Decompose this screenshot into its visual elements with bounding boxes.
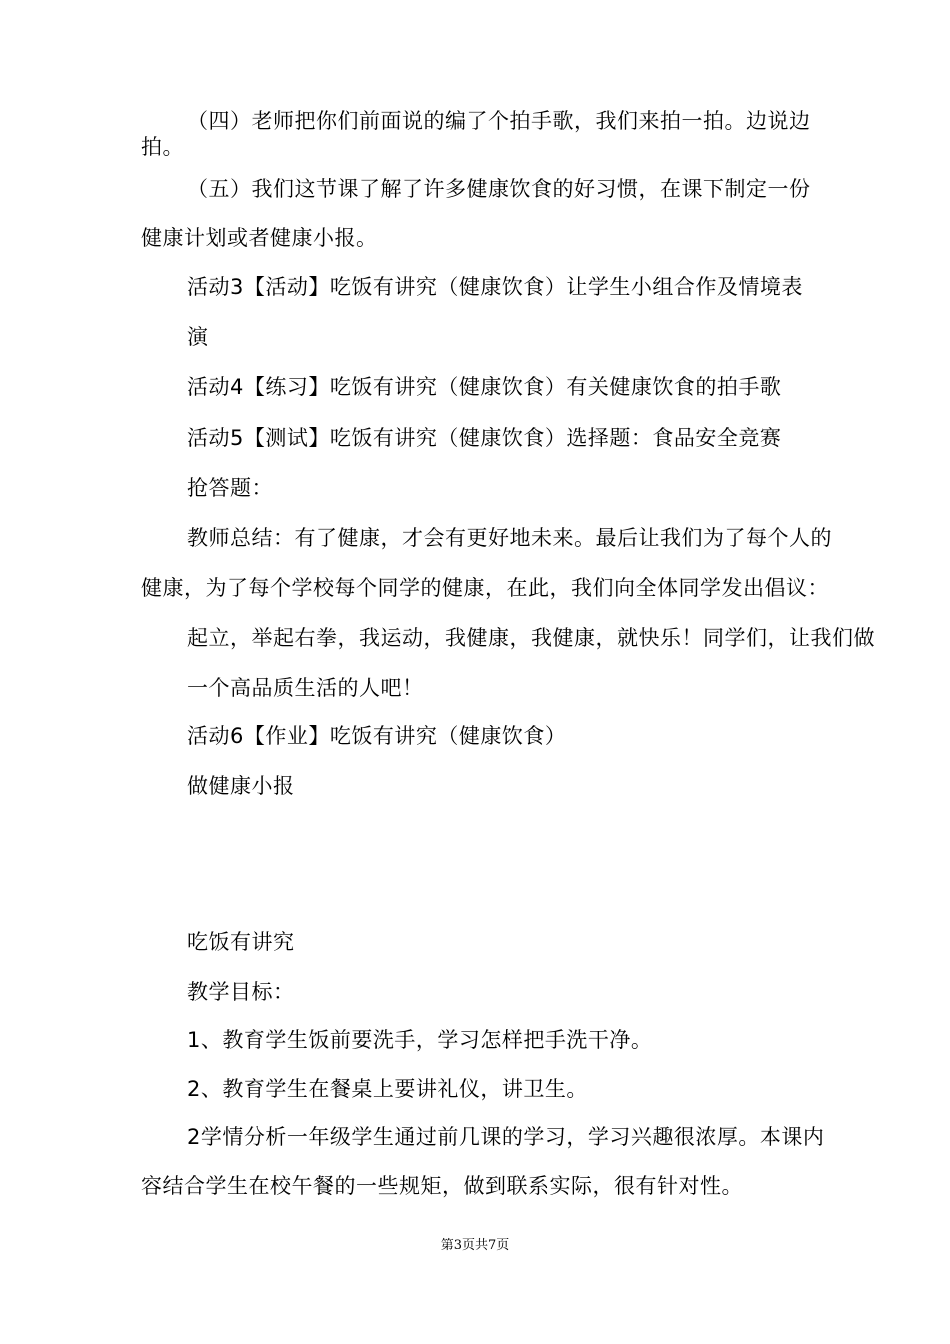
text-line: 一个高品质生活的人吧！ [187, 676, 424, 700]
text-line: 健康，为了每个学校每个同学的健康，在此，我们向全体同学发出倡议： [141, 576, 829, 600]
section-heading: 吃饭有讲究 [187, 930, 295, 954]
text-line: 教学目标： [187, 980, 295, 1004]
text-line: 拍。 [141, 135, 184, 159]
text-line: 活动3【活动】吃饭有讲究（健康饮食）让学生小组合作及情境表 [187, 275, 803, 299]
text-line: 做健康小报 [187, 774, 295, 798]
text-line: （五）我们这节课了解了许多健康饮食的好习惯，在课下制定一份 [187, 177, 811, 201]
text-line: 活动5【测试】吃饭有讲究（健康饮食）选择题：食品安全竞赛 [187, 426, 782, 450]
text-line: 2学情分析一年级学生通过前几课的学习，学习兴趣很浓厚。本课内 [187, 1125, 825, 1149]
text-line: 容结合学生在校午餐的一些规矩，做到联系实际，很有针对性。 [141, 1174, 743, 1198]
text-line: 教师总结：有了健康，才会有更好地未来。最后让我们为了每个人的 [187, 526, 832, 550]
text-line: 演 [187, 325, 209, 349]
text-line: 2、教育学生在餐桌上要讲礼仪，讲卫生。 [187, 1077, 588, 1101]
text-line: 活动4【练习】吃饭有讲究（健康饮食）有关健康饮食的拍手歌 [187, 375, 782, 399]
text-line: 抢答题： [187, 476, 273, 500]
text-line: （四）老师把你们前面说的编了个拍手歌，我们来拍一拍。边说边 [187, 109, 811, 133]
text-line: 活动6【作业】吃饭有讲究（健康饮食） [187, 724, 567, 748]
page-number-footer: 第3页共7页 [440, 1238, 510, 1253]
text-line: 起立，举起右拳，我运动，我健康，我健康，就快乐！同学们，让我们做 [187, 626, 875, 650]
text-line: 健康计划或者健康小报。 [141, 226, 378, 250]
text-line: 1、教育学生饭前要洗手，学习怎样把手洗干净。 [187, 1028, 653, 1052]
